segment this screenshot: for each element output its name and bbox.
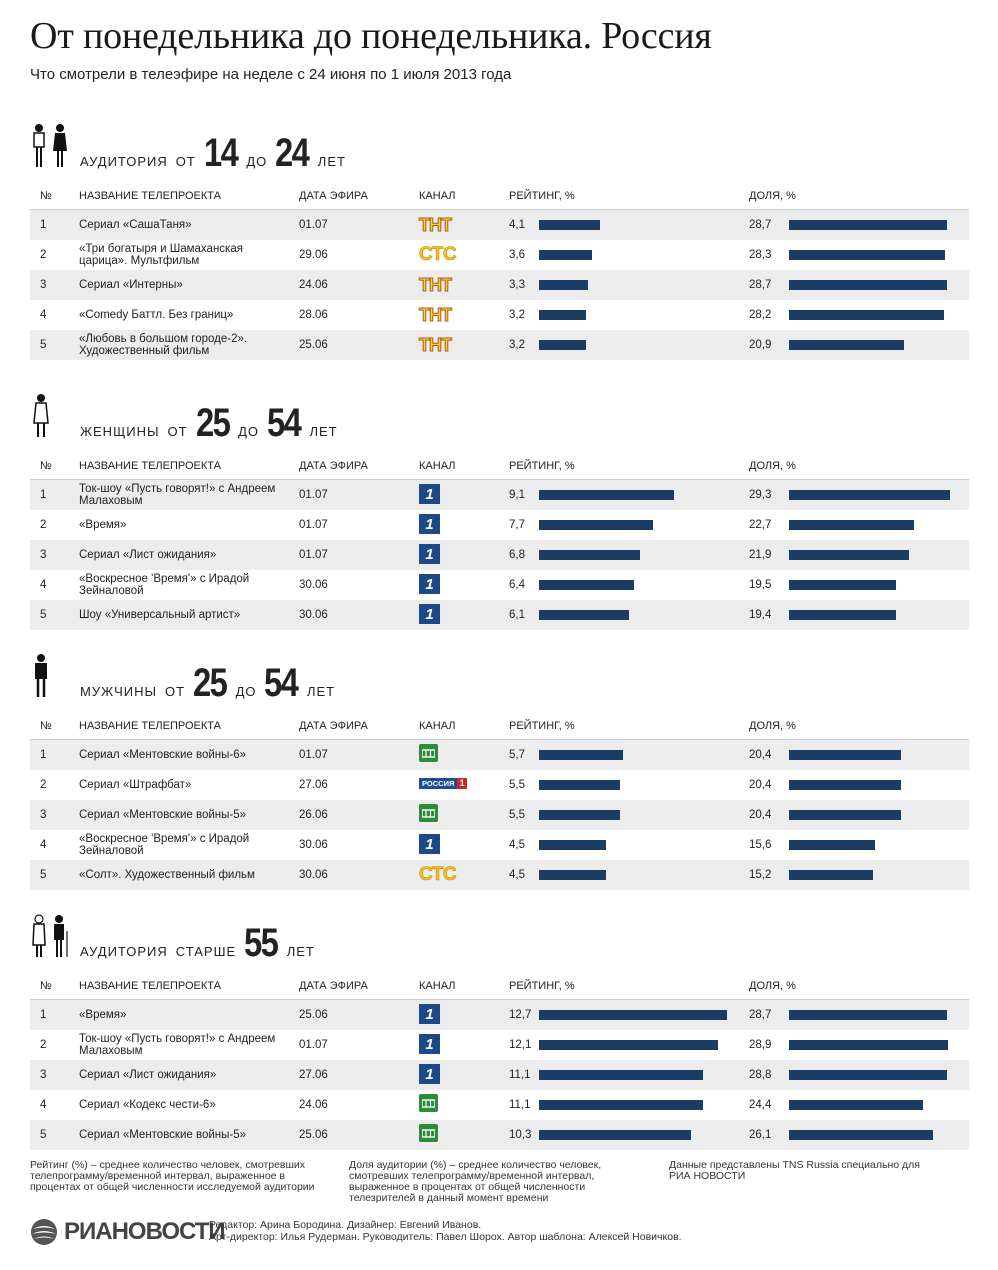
air-date: 24.06 [299,279,328,291]
air-date: 25.06 [299,339,328,351]
channel-cell [419,1094,467,1116]
man-icon [30,653,52,704]
table-row [30,800,969,830]
table-header [30,712,969,740]
table-row [30,1000,969,1030]
row-number: 4 [40,309,47,321]
rating-value: 11,1 [509,1099,531,1111]
program-name: Сериал «Ментовские войны-5» [79,809,247,821]
table-header [30,452,969,480]
rating-value: 10,3 [509,1129,532,1141]
program-name: Сериал «СашаТаня» [79,219,192,231]
section-label-part: АУДИТОРИЯ [80,944,168,959]
share-value: 26,1 [749,1129,772,1141]
share-value: 20,4 [749,779,772,791]
share-bar [789,1130,933,1140]
share-bar [789,580,896,590]
first-channel-logo-icon: 1 [419,514,440,534]
channel-cell [419,514,467,536]
rating-value: 5,5 [509,809,525,821]
program-name: «Любовь в большом городе-2». Художественный фильм [79,333,248,357]
table-row [30,740,969,770]
section-label-part: 25 [195,401,229,445]
row-number: 5 [40,609,47,621]
air-date: 29.06 [299,249,328,261]
channel-cell [419,214,467,236]
channel-cell [419,744,467,766]
section-label-part: ОТ [175,154,196,169]
program-name: Сериал «Штрафбат» [79,779,192,791]
ctc-logo-icon: СТС [419,244,457,265]
program-name: Ток-шоу «Пусть говорят!» с Андреем Малаховым [79,483,276,507]
ntv-logo-icon [419,1094,438,1112]
share-value: 28,7 [749,1009,772,1021]
rating-bar [539,580,634,590]
col-date: ДАТА ЭФИРА [299,980,368,992]
rating-bar [539,840,606,850]
share-value: 21,9 [749,549,772,561]
air-date: 01.07 [299,749,328,761]
section-header [30,380,969,452]
section-1 [30,110,969,360]
air-date: 28.06 [299,309,328,321]
col-date: ДАТА ЭФИРА [299,720,368,732]
table-row [30,770,969,800]
air-date: 01.07 [299,519,328,531]
section-label-part: ДО [235,684,257,699]
share-value: 20,4 [749,809,772,821]
share-bar [789,780,901,790]
rating-value: 3,2 [509,339,525,351]
col-name: НАЗВАНИЕ ТЕЛЕПРОЕКТА [79,720,221,732]
row-number: 3 [40,279,47,291]
rating-bar [539,780,620,790]
program-name: «Солт». Художественный фильм [79,869,255,881]
air-date: 30.06 [299,609,328,621]
section-4 [30,900,969,1150]
rating-bar [539,280,588,290]
section-label-part: ЛЕТ [317,154,346,169]
share-bar [789,550,909,560]
table-row [30,570,969,600]
share-bar [789,1100,923,1110]
rating-bar [539,1100,703,1110]
credits [209,1219,682,1243]
section-label-part: 14 [203,131,238,175]
share-value: 24,4 [749,1099,772,1111]
channel-cell [419,334,467,356]
col-channel: КАНАЛ [419,980,456,992]
rating-bar [539,250,592,260]
table-row [30,1120,969,1150]
share-value: 20,9 [749,339,772,351]
rating-value: 5,7 [509,749,525,761]
table-row [30,1030,969,1060]
rating-value: 6,8 [509,549,525,561]
section-label-part: АУДИТОРИЯ [80,154,168,169]
air-date: 25.06 [299,1009,328,1021]
air-date: 30.06 [299,839,328,851]
table-row [30,600,969,630]
share-value: 28,9 [749,1039,772,1051]
rating-value: 6,4 [509,579,525,591]
table-row [30,1090,969,1120]
rating-value: 11,1 [509,1069,531,1081]
tnt-logo-icon: ТНТ [419,215,451,235]
couple-icon [30,123,70,174]
share-bar [789,1040,948,1050]
rating-value: 12,1 [509,1039,532,1051]
section-label-part: ЛЕТ [286,944,315,959]
channel-cell [419,574,467,596]
share-bar [789,490,950,500]
tnt-logo-icon: ТНТ [419,305,451,325]
share-value: 28,2 [749,309,772,321]
table-row [30,270,969,300]
section-label [80,401,346,446]
share-bar [789,870,873,880]
program-name: «Воскресное 'Время'» с Ирадой Зейналовой [79,573,250,597]
col-rating: РЕЙТИНГ, % [509,720,575,732]
table-header [30,972,969,1000]
share-value: 19,5 [749,579,772,591]
page-title: От понедельника до понедельника. Россия [30,15,712,57]
row-number: 2 [40,779,47,791]
rating-bar [539,1070,703,1080]
row-number: 2 [40,1039,47,1051]
table-row [30,210,969,240]
row-number: 4 [40,839,47,851]
air-date: 27.06 [299,1069,328,1081]
ntv-logo-icon [419,744,438,762]
table-header [30,182,969,210]
table-row [30,860,969,890]
air-date: 30.06 [299,869,328,881]
row-number: 1 [40,489,47,501]
first-channel-logo-icon: 1 [419,834,440,854]
globe-icon [30,1218,58,1246]
share-value: 28,7 [749,219,772,231]
share-value: 28,3 [749,249,772,261]
ntv-logo-icon [419,804,438,822]
section-header [30,900,969,972]
share-bar [789,610,896,620]
program-name: «Время» [79,1009,127,1021]
ntv-logo-icon [419,1124,438,1142]
program-name: «Три богатыря и Шамаханская царица». Мультфильм [79,243,243,267]
row-number: 2 [40,249,47,261]
section-label-part: ЛЕТ [309,424,338,439]
col-share: ДОЛЯ, % [749,460,796,472]
section-label-part: ОТ [165,684,186,699]
footnote-source: Данные представлены TNS Russia специально для РИА НОВОСТИ [669,1159,920,1182]
air-date: 25.06 [299,1129,328,1141]
col-date: ДАТА ЭФИРА [299,190,368,202]
program-name: Сериал «Ментовские войны-6» [79,749,247,761]
channel-cell [419,274,467,296]
ctc-logo-icon: СТС [419,864,457,885]
col-name: НАЗВАНИЕ ТЕЛЕПРОЕКТА [79,190,221,202]
rating-value: 4,5 [509,839,525,851]
rating-bar [539,1130,691,1140]
table-row [30,480,969,510]
rating-value: 3,6 [509,249,525,261]
section-3 [30,640,969,890]
program-name: Сериал «Кодекс чести-6» [79,1099,216,1111]
air-date: 27.06 [299,779,328,791]
row-number: 1 [40,749,47,761]
rating-bar [539,550,640,560]
program-name: Шоу «Универсальный артист» [79,609,241,621]
row-number: 3 [40,1069,47,1081]
channel-cell [419,1124,467,1146]
col-share: ДОЛЯ, % [749,190,796,202]
col-channel: КАНАЛ [419,720,456,732]
program-name: Сериал «Лист ожидания» [79,1069,217,1081]
row-number: 4 [40,1099,47,1111]
ria-brand-text: РИАНОВОСТИ [64,1218,225,1245]
col-num: № [40,980,52,992]
section-label-part: ДО [238,424,259,439]
section-label-part: ЖЕНЩИНЫ [80,424,160,439]
section-label-part: 24 [275,131,309,175]
share-bar [789,220,947,230]
rating-value: 3,3 [509,279,525,291]
rating-value: 12,7 [509,1009,532,1021]
share-value: 15,2 [749,869,772,881]
row-number: 5 [40,869,47,881]
share-bar [789,250,945,260]
col-channel: КАНАЛ [419,460,456,472]
section-label-part: МУЖЧИНЫ [80,684,157,699]
page-subtitle: Что смотрели в телеэфире на неделе с 24 июня по 1 июля 2013 года [30,66,512,83]
share-value: 19,4 [749,609,772,621]
section-header [30,110,969,182]
rating-bar [539,610,629,620]
share-bar [789,810,901,820]
table-row [30,510,969,540]
channel-cell [419,604,467,626]
program-name: «Воскресное 'Время'» с Ирадой Зейналовой [79,833,250,857]
row-number: 4 [40,579,47,591]
channel-cell [419,804,467,826]
share-bar [789,840,875,850]
section-label-part: ДО [246,154,268,169]
section-label-part: 54 [264,661,298,705]
first-channel-logo-icon: 1 [419,544,440,564]
air-date: 01.07 [299,219,328,231]
air-date: 24.06 [299,1099,328,1111]
channel-cell [419,834,467,856]
channel-cell [419,544,467,566]
section-header [30,640,969,712]
col-date: ДАТА ЭФИРА [299,460,368,472]
channel-cell [419,244,467,266]
row-number: 5 [40,339,47,351]
share-value: 28,7 [749,279,772,291]
channel-cell [419,1034,467,1056]
program-name: «Comedy Баттл. Без границ» [79,309,234,321]
table-row [30,830,969,860]
share-value: 29,3 [749,489,772,501]
col-channel: КАНАЛ [419,190,456,202]
tnt-logo-icon: ТНТ [419,275,451,295]
row-number: 1 [40,219,47,231]
section-label-part: ОТ [167,424,188,439]
share-value: 22,7 [749,519,772,531]
rating-value: 4,1 [509,219,525,231]
rating-bar [539,520,653,530]
table-row [30,240,969,270]
col-share: ДОЛЯ, % [749,720,796,732]
channel-cell [419,1004,467,1026]
section-label [80,661,343,706]
col-rating: РЕЙТИНГ, % [509,980,575,992]
woman-icon [30,393,52,444]
share-bar [789,340,904,350]
table-row [30,300,969,330]
air-date: 01.07 [299,549,328,561]
row-number: 3 [40,549,47,561]
share-bar [789,520,914,530]
rating-bar [539,810,620,820]
air-date: 01.07 [299,489,328,501]
table-row [30,1060,969,1090]
rating-value: 9,1 [509,489,525,501]
rating-bar [539,310,586,320]
program-name: Ток-шоу «Пусть говорят!» с Андреем Малаховым [79,1033,276,1057]
col-num: № [40,460,52,472]
rating-bar [539,340,586,350]
share-bar [789,1010,947,1020]
first-channel-logo-icon: 1 [419,484,440,504]
channel-cell [419,1064,467,1086]
air-date: 30.06 [299,579,328,591]
program-name: Сериал «Интерны» [79,279,183,291]
channel-cell [419,774,467,796]
section-label-part: СТАРШЕ [175,944,237,959]
share-bar [789,1070,947,1080]
rating-value: 5,5 [509,779,525,791]
col-name: НАЗВАНИЕ ТЕЛЕПРОЕКТА [79,980,221,992]
air-date: 01.07 [299,1039,328,1051]
footnote-rating: Рейтинг (%) – среднее количество человек, смотревших телепрограмму/временной интервал, выраженное в процентах от общей численности исследуемой аудитории [30,1159,315,1193]
rating-bar [539,1040,718,1050]
rating-value: 3,2 [509,309,525,321]
share-value: 15,6 [749,839,772,851]
air-date: 26.06 [299,809,328,821]
channel-cell [419,864,467,886]
table-row [30,330,969,360]
table-row [30,540,969,570]
first-channel-logo-icon: 1 [419,1034,440,1054]
col-num: № [40,720,52,732]
section-label-part: ЛЕТ [306,684,336,699]
col-rating: РЕЙТИНГ, % [509,190,575,202]
row-number: 5 [40,1129,47,1141]
col-share: ДОЛЯ, % [749,980,796,992]
channel-cell [419,484,467,506]
share-bar [789,280,947,290]
rating-bar [539,220,600,230]
credits-line-1: Редактор: Арина Бородина. Дизайнер: Евгений Иванов. [209,1219,482,1231]
channel-cell [419,304,467,326]
col-num: № [40,190,52,202]
section-label [80,921,323,966]
program-name: «Время» [79,519,127,531]
first-channel-logo-icon: 1 [419,574,440,594]
rating-value: 7,7 [509,519,525,531]
section-label-part: 55 [244,921,278,965]
first-channel-logo-icon: 1 [419,1064,440,1084]
share-bar [789,750,901,760]
section-label-part: 25 [193,661,227,705]
rating-bar [539,1010,727,1020]
row-number: 3 [40,809,47,821]
footnote-share: Доля аудитории (%) – среднее количество человек, смотревших телепрограмму/временной интервал, выраженное в процентах от общей численности телезрителей в данный момент времени [349,1159,602,1204]
rating-bar [539,870,606,880]
share-bar [789,310,944,320]
program-name: Сериал «Ментовские войны-5» [79,1129,247,1141]
rating-bar [539,750,623,760]
row-number: 2 [40,519,47,531]
col-name: НАЗВАНИЕ ТЕЛЕПРОЕКТА [79,460,221,472]
credits-line-2: Арт-директор: Илья Рудерман. Руководитель: Павел Шорох. Автор шаблона: Алексей Новичков. [209,1231,682,1243]
section-label-part: 54 [266,401,301,445]
share-value: 28,8 [749,1069,772,1081]
ria-logo [30,1218,225,1246]
share-value: 20,4 [749,749,772,761]
row-number: 1 [40,1009,47,1021]
rating-value: 4,5 [509,869,525,881]
first-channel-logo-icon: 1 [419,604,440,624]
first-channel-logo-icon: 1 [419,1004,440,1024]
rating-value: 6,1 [509,609,525,621]
program-name: Сериал «Лист ожидания» [79,549,217,561]
elderly-couple-icon [30,913,70,964]
russia1-logo-icon: РОССИЯ 1 [419,778,467,789]
section-label [80,131,354,176]
col-rating: РЕЙТИНГ, % [509,460,575,472]
rating-bar [539,490,674,500]
section-2 [30,380,969,630]
tnt-logo-icon: ТНТ [419,335,451,355]
